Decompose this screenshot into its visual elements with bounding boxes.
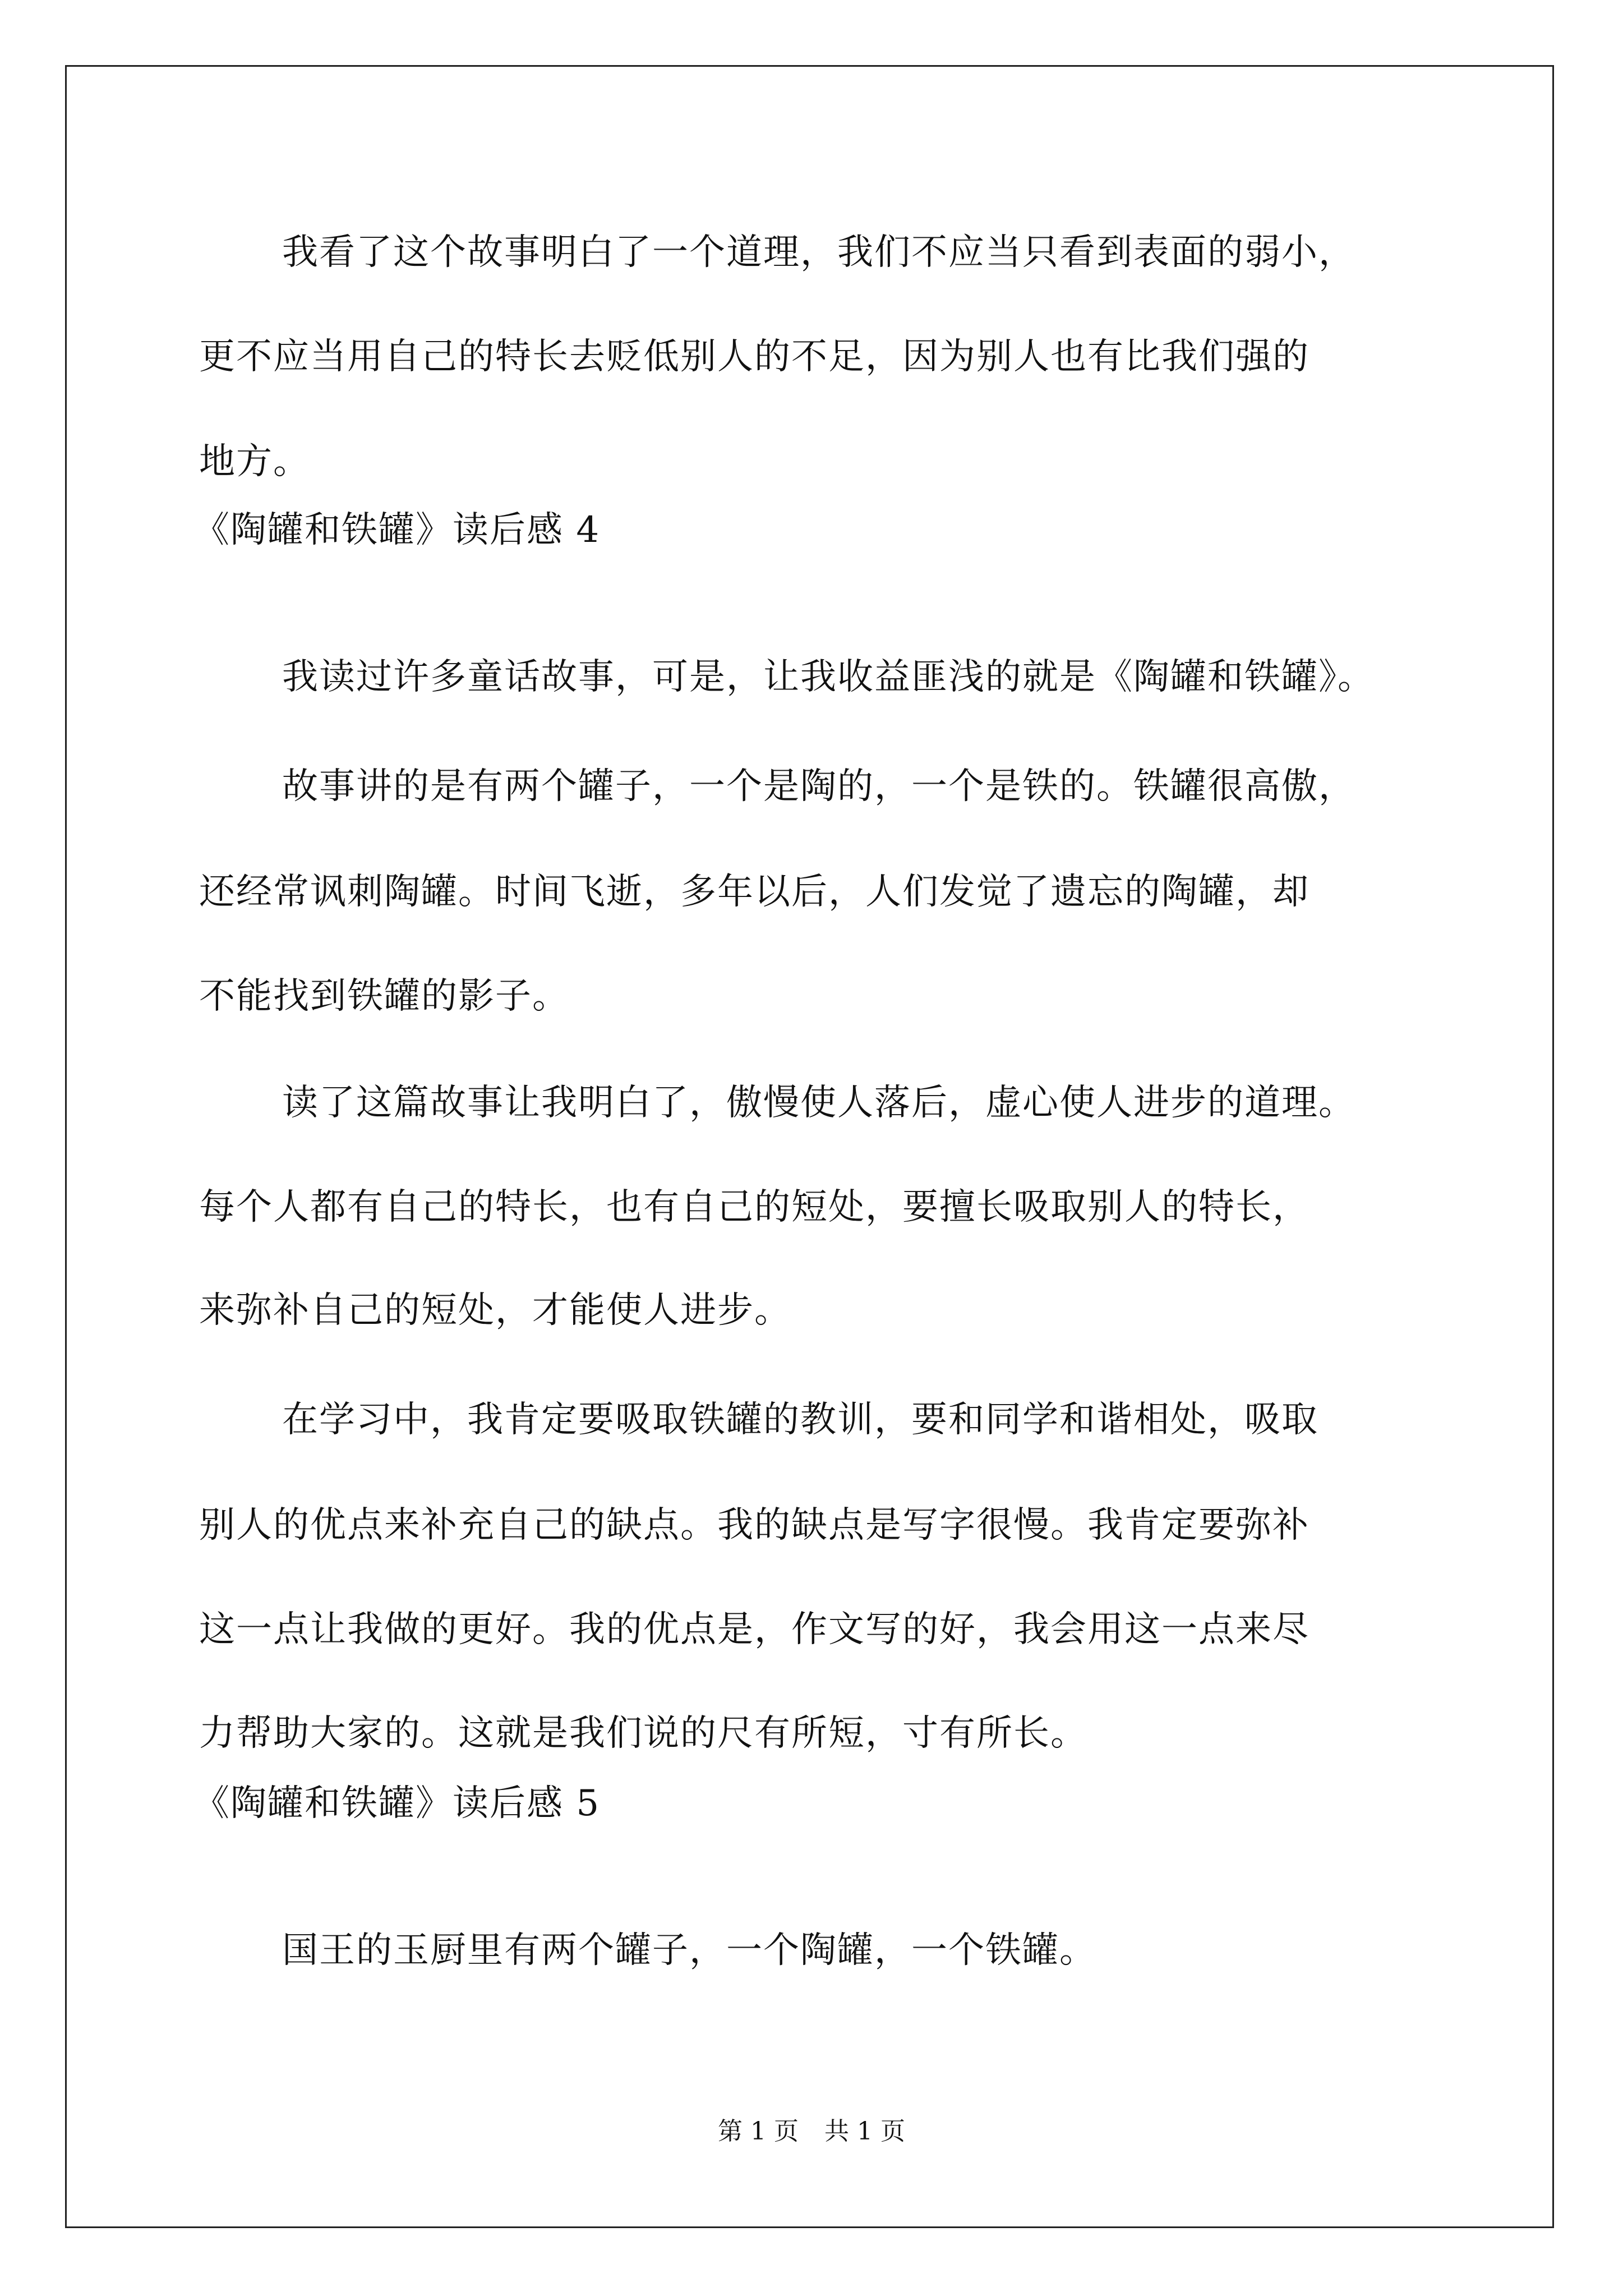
paragraph-line: 读了这篇故事让我明白了，傲慢使人落后，虚心使人进步的道理。: [282, 1082, 1355, 1124]
paragraph-line: 来弥补自己的短处，才能使人进步。: [199, 1290, 791, 1331]
page-footer: [0, 2116, 1623, 2147]
paragraph-line: 国王的玉厨里有两个罐子，一个陶罐，一个铁罐。: [282, 1930, 1096, 1971]
paragraph-line: 不能找到铁罐的影子。: [199, 976, 569, 1017]
page-border: [65, 65, 1554, 2228]
paragraph-line: 更不应当用自己的特长去贬低别人的不足，因为别人也有比我们强的: [199, 336, 1310, 378]
paragraph-line: 别人的优点来补充自己的缺点。我的缺点是写字很慢。我肯定要弥补: [199, 1504, 1310, 1546]
paragraph-line: 故事讲的是有两个罐子，一个是陶的，一个是铁的。铁罐很高傲，: [282, 766, 1355, 807]
paragraph-line: 我读过许多童话故事，可是，让我收益匪浅的就是《陶罐和铁罐》。: [282, 656, 1375, 698]
paragraph-line: 地方。: [199, 441, 310, 482]
section-heading: 《陶罐和铁罐》读后感 5: [193, 1783, 601, 1824]
paragraph-line: 力帮助大家的。这就是我们说的尺有所短，寸有所长。: [199, 1713, 1087, 1754]
section-heading: 《陶罐和铁罐》读后感 4: [193, 509, 601, 551]
paragraph-line: 每个人都有自己的特长，也有自己的短处，要擅长吸取别人的特长，: [199, 1186, 1310, 1228]
paragraph-line: 这一点让我做的更好。我的优点是，作文写的好，我会用这一点来尽: [199, 1609, 1310, 1650]
page-total: 共 1 页: [824, 2117, 905, 2146]
paragraph-line: 我看了这个故事明白了一个道理，我们不应当只看到表面的弱小，: [282, 232, 1355, 273]
page-number: 第 1 页: [718, 2117, 799, 2146]
paragraph-line: 还经常讽刺陶罐。时间飞逝，多年以后，人们发觉了遗忘的陶罐，却: [199, 871, 1310, 913]
paragraph-line: 在学习中，我肯定要吸取铁罐的教训，要和同学和谐相处，吸取: [282, 1399, 1318, 1441]
